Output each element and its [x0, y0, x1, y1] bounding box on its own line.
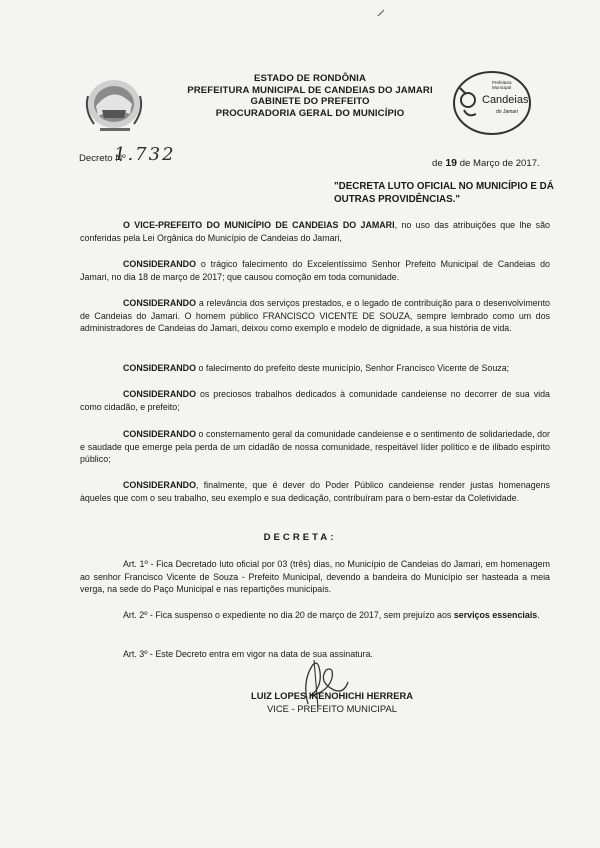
decreta-heading: DECRETA:: [263, 532, 337, 543]
considerando-lead: CONSIDERANDO: [123, 298, 196, 308]
considerando-text: o trágico falecimento do Excelentíssimo Senhor Prefeito Municipal de Candeias do Jamari, no dia 18 de março de 2017; que causou comoção em toda comunidade.: [80, 259, 550, 282]
article-2: [80, 609, 550, 622]
logo-sub: do Jamari: [496, 109, 518, 115]
candeias-logo: [446, 68, 538, 138]
municipal-crest-logo: [80, 74, 152, 136]
considerando-text: os preciosos trabalhos dedicados à comunidade candeiense no decorrer de sua vida como cidadão, e prefeito;: [80, 389, 550, 412]
date-prefix: de: [432, 158, 446, 169]
considerando-6: [80, 479, 550, 504]
considerando-5: [80, 428, 550, 466]
article-text-bold: serviços essenciais: [453, 610, 538, 620]
document-header: [160, 73, 460, 119]
preamble-lead: O VICE-PREFEITO DO MUNICÍPIO DE CANDEIAS DO JAMARI: [123, 220, 395, 230]
considerando-text: , finalmente, que é dever do Poder Público candeiense render justas homenagens àqueles que com o seu trabalho, seu exemplo e sua dedicação, contribuíram para o bem-estar da Coletividade.: [80, 480, 550, 503]
header-prefeitura: PREFEITURA MUNICIPAL DE CANDEIAS DO JAMARI: [187, 84, 433, 96]
decree-date: [432, 157, 540, 169]
considerando-lead: CONSIDERANDO: [123, 429, 196, 439]
article-text: Este Decreto entra em vigor na data de sua assinatura.: [152, 649, 373, 659]
article-text-end: .: [537, 610, 540, 620]
preamble-rest: , no uso das atribuições que lhe são conferidas pela Lei Orgânica do Município de Candeias do Jamari,: [80, 220, 550, 243]
header-procuradoria: PROCURADORIA GERAL DO MUNICÍPIO: [215, 107, 405, 119]
header-gabinete: GABINETE DO PREFEITO: [250, 96, 370, 108]
considerando-text: o falecimento do prefeito deste município, Senhor Francisco Vicente de Souza;: [195, 363, 510, 373]
considerando-text: a relevância dos serviços prestados, e o legado de contribuição para o desenvolvimento de Candeias do Jamari. O homem público FRANCISCO VICENTE DE SOUZA, sempre lembrado como um dos administradores de Candeias do Jamari, deixou como exemplo e modelo de dignidade, a sua história de vida.: [80, 298, 550, 334]
considerando-lead: CONSIDERANDO: [123, 259, 196, 269]
article-lead: Art. 2º -: [123, 610, 153, 620]
logo-name: Candeias: [482, 94, 529, 106]
considerando-4: [80, 388, 550, 413]
date-rest: de Março de 2017.: [457, 158, 540, 169]
signer-role: VICE - PREFEITO MUNICIPAL: [267, 703, 397, 714]
date-day: 19: [445, 157, 458, 169]
pen-mark: [376, 8, 386, 18]
decree-number-handwritten: 1.732: [114, 144, 176, 165]
considerando-text: o consternamento geral da comunidade candeiense e o sentimento de solidariedade, dor e saudade que emerge pela perda de um cidadão de nossa comunidade, respeitável líder político e de ilibado espírito público;: [80, 429, 550, 465]
article-text: Fica Decretado luto oficial por 03 (três) dias, no Município de Candeias do Jamari, em homenagem ao senhor Francisco Vicente de Souza - Prefeito Municipal, devendo a bandeira do Município ser hasteada a meia verga, na sede do Paço Municipal e nas repartições municipais.: [80, 559, 550, 595]
considerando-2: [80, 297, 550, 335]
article-1: [80, 558, 550, 596]
header-state: ESTADO DE RONDÔNIA: [254, 73, 366, 84]
decree-number-label: Decreto Nº: [79, 153, 126, 164]
considerando-lead: CONSIDERANDO: [123, 363, 196, 373]
article-lead: Art. 1º -: [123, 559, 154, 569]
logo-top-text: Prefeitura Municipal: [492, 80, 512, 90]
article-text: Fica suspenso o expediente no dia 20 de março de 2017, sem prejuízo aos: [152, 610, 454, 620]
considerando-lead: CONSIDERANDO: [123, 480, 196, 490]
considerando-1: [80, 258, 550, 283]
considerando-3: [80, 362, 550, 375]
article-lead: Art. 3º -: [123, 649, 153, 659]
signer-name: LUIZ LOPES IKENOHICHI HERRERA: [251, 690, 413, 701]
preamble: [80, 219, 550, 244]
considerando-lead: CONSIDERANDO: [123, 389, 196, 399]
decree-summary: "DECRETA LUTO OFICIAL NO MUNICÍPIO E DÁ OUTRAS PROVIDÊNCIAS.": [334, 181, 554, 205]
